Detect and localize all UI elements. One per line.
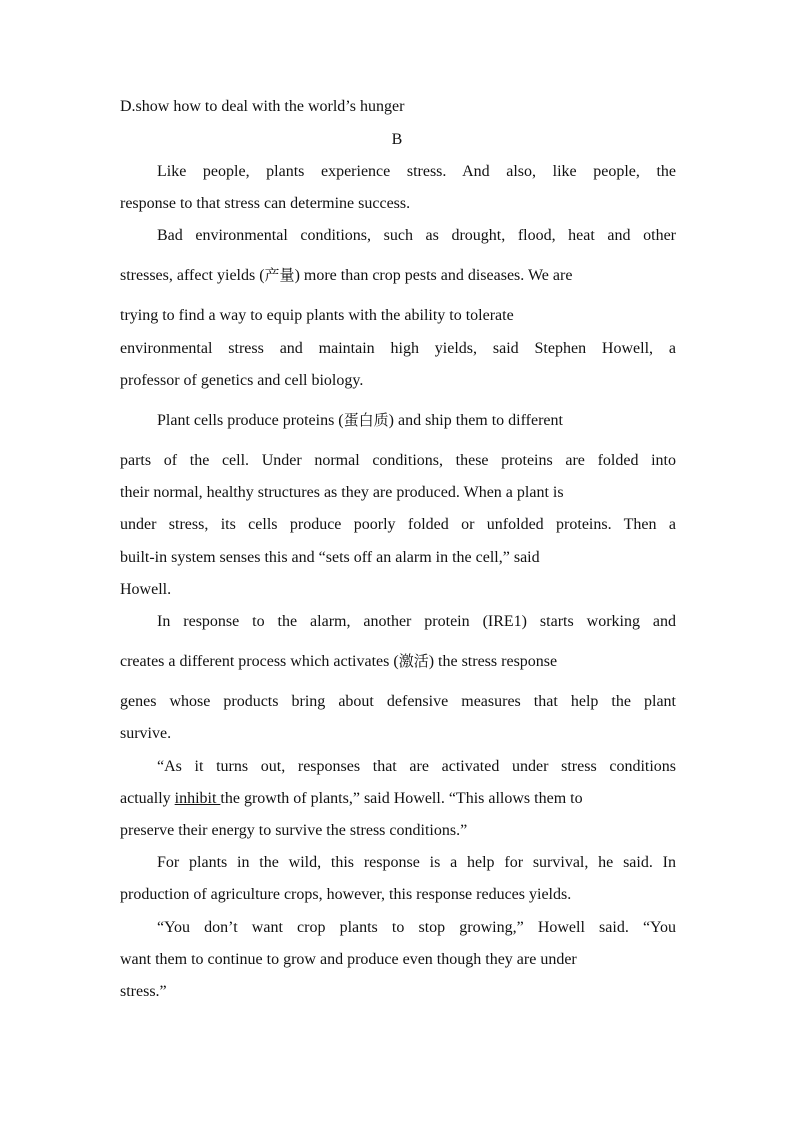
text-line: Like people, plants experience stress. And also, like people, the xyxy=(157,163,676,180)
text-span: ) and ship them to different xyxy=(388,412,563,429)
text-line: professor of genetics and cell biology. xyxy=(120,372,364,389)
chinese-gloss: 产量 xyxy=(264,266,295,284)
text-line: under stress, its cells produce poorly folded or unfolded proteins. Then a xyxy=(120,516,676,533)
text-span: Plant cells produce proteins ( xyxy=(157,412,344,429)
text-line: Howell. xyxy=(120,581,172,598)
text-line xyxy=(157,410,676,431)
text-span: creates a different process which activates ( xyxy=(120,653,399,670)
text-span: ) the stress response xyxy=(428,653,558,670)
text-line: built-in system senses this and “sets off an alarm in the cell,” said xyxy=(120,549,540,566)
text-line: production of agriculture crops, however, this response reduces yields. xyxy=(120,886,572,903)
text-span: ) more than crop pests and diseases. We are xyxy=(294,267,573,284)
text-line: trying to find a way to equip plants with the ability to tolerate xyxy=(120,307,514,324)
text-line xyxy=(120,789,676,809)
text-span: stresses, affect yields ( xyxy=(120,267,265,284)
text-line: survive. xyxy=(120,725,172,742)
text-line: stress.” xyxy=(120,983,167,1000)
text-span: actually xyxy=(120,790,175,807)
text-line: their normal, healthy structures as they are produced. When a plant is xyxy=(120,484,564,501)
text-line: genes whose products bring about defensive measures that help the plant xyxy=(120,693,676,710)
text-line xyxy=(120,265,676,286)
text-span: the growth of plants,” said Howell. “This allows them to xyxy=(220,790,583,807)
text-line xyxy=(120,651,676,672)
text-line: Bad environmental conditions, such as drought, flood, heat and other xyxy=(157,227,676,244)
text-line: “You don’t want crop plants to stop growing,” Howell said. “You xyxy=(157,919,676,936)
text-line: response to that stress can determine success. xyxy=(120,195,411,212)
text-line: “As it turns out, responses that are activated under stress conditions xyxy=(157,758,676,775)
chinese-gloss: 蛋白质 xyxy=(343,411,389,429)
chinese-gloss: 激活 xyxy=(398,652,429,670)
text-line: preserve their energy to survive the stress conditions.” xyxy=(120,822,468,839)
option-d: D.show how to deal with the world’s hunger xyxy=(120,98,405,115)
text-line: parts of the cell. Under normal conditions, these proteins are folded into xyxy=(120,452,676,469)
text-line: In response to the alarm, another protein (IRE1) starts working and xyxy=(157,613,676,630)
text-line: For plants in the wild, this response is a help for survival, he said. In xyxy=(157,854,676,871)
section-label: B xyxy=(391,131,403,148)
text-line: want them to continue to grow and produce even though they are under xyxy=(120,951,577,968)
text-line: environmental stress and maintain high yields, said Stephen Howell, a xyxy=(120,340,676,357)
underlined-word: inhibit xyxy=(174,790,221,807)
